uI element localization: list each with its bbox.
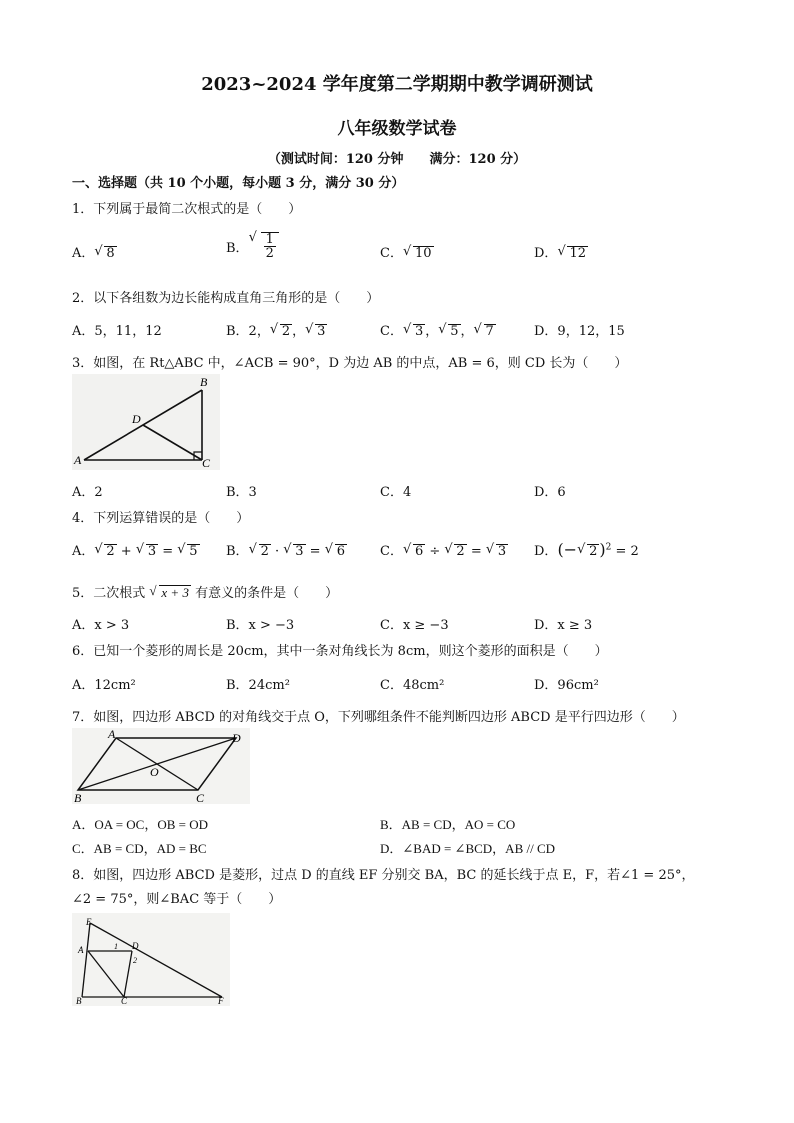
q8-angle-2: 2	[133, 956, 137, 965]
question-7-stem: 7．如图，四边形 ABCD 的对角线交于点 O，下列哪组条件不能判断四边形 ABCD 是平行四边形（ ）	[72, 710, 685, 725]
q3-label-b: B	[200, 375, 208, 389]
q2-option-c: C．√ 3 ，√ 5 ，√ 7	[380, 320, 496, 339]
q7-label-o: O	[150, 765, 159, 779]
q7-option-d: D．∠BAD = ∠BCD，AB // CD	[380, 841, 556, 856]
question-4-stem: 4．下列运算错误的是（ ）	[72, 511, 250, 526]
q7-option-b: B．AB = CD，AO = CO	[380, 817, 516, 832]
question-1-stem: 1．下列属于最简二次根式的是（ ）	[72, 202, 302, 217]
q6-option-c: C．48cm²	[380, 678, 445, 693]
q7-label-a: A	[108, 728, 116, 741]
q8-label-f: F	[218, 996, 224, 1006]
q5-option-d: D．x ≥ 3	[534, 618, 593, 633]
question-2-stem: 2．以下各组数为边长能构成直角三角形的是（ ）	[72, 291, 380, 306]
q1-option-b: B． √ $\frac{1}{2}$	[226, 232, 279, 260]
q5-option-a: A．x > 3	[72, 618, 130, 633]
q1-option-d: D．√ 12	[534, 242, 588, 261]
q8-label-b: B	[76, 996, 82, 1006]
q3-option-a: A．2	[72, 485, 103, 500]
q4-option-b: B．√ 2 · √ 3 = √ 6	[226, 540, 347, 559]
q7-parallelogram-figure	[72, 728, 250, 804]
q4-option-c: C．√ 6 ÷ √ 2 = √ 3	[380, 540, 508, 559]
q8-rhombus-figure	[72, 913, 230, 1006]
q3-label-d: D	[132, 412, 141, 426]
question-8-stem-line1: 8．如图，四边形 ABCD 是菱形，过点 D 的直线 EF 分别交 BA，BC 的延长线于点 E，F，若∠1 = 25°，	[72, 868, 695, 883]
exam-subtitle: 八年级数学试卷	[337, 119, 457, 139]
q3-option-c: C．4	[380, 485, 412, 500]
q3-triangle-figure	[72, 374, 220, 470]
q8-label-d: D	[132, 941, 139, 951]
q2-option-a: A．5，11，12	[72, 324, 162, 339]
q8-angle-1: 1	[114, 942, 118, 951]
q1-option-a: A．√ 8	[72, 242, 117, 261]
q1-option-c: C．√ 10	[380, 242, 434, 261]
q4-option-d: D．(−√ 2 )$^2$ = 2	[534, 540, 639, 559]
question-6-stem: 6．已知一个菱形的周长是 20cm，其中一条对角线长为 8cm，则这个菱形的面积是（ ）	[72, 644, 608, 659]
q5-option-b: B．x > −3	[226, 618, 295, 633]
section-heading: 一、选择题（共 10 个小题，每小题 3 分，满分 30 分）	[72, 176, 405, 191]
exam-title: 2023~2024 学年度第二学期期中教学调研测试	[201, 74, 593, 95]
q7-option-c: C．AB = CD，AD = BC	[72, 841, 207, 856]
q2-option-b: B．2，√ 2 ，√ 3	[226, 320, 327, 339]
q3-option-b: B．3	[226, 485, 257, 500]
q7-option-a: A．OA = OC，OB = OD	[72, 817, 209, 832]
q7-label-c: C	[196, 791, 205, 804]
q3-label-a: A	[74, 453, 82, 467]
question-3-stem: 3．如图，在 Rt△ABC 中，∠ACB = 90°，D 为边 AB 的中点，AB = 6，则 CD 长为（ ）	[72, 356, 628, 371]
q8-label-a: A	[78, 945, 84, 955]
question-5-stem: 5．二次根式 √ x + 3 有意义的条件是（ ）	[72, 582, 338, 601]
q6-option-a: A．12cm²	[72, 678, 136, 693]
question-8-stem-line2: ∠2 = 75°，则∠BAC 等于（ ）	[72, 892, 282, 907]
q3-label-c: C	[202, 456, 211, 470]
q5-option-c: C．x ≥ −3	[380, 618, 449, 633]
q8-label-c: C	[121, 996, 128, 1006]
q2-option-d: D．9，12，15	[534, 324, 625, 339]
exam-info: （测试时间：120 分钟 满分：120 分）	[267, 152, 527, 167]
q6-option-b: B．24cm²	[226, 678, 290, 693]
q7-label-b: B	[74, 791, 82, 804]
q3-option-d: D．6	[534, 485, 566, 500]
q4-option-a: A．√ 2 + √ 3 = √ 5	[72, 540, 200, 559]
q6-option-d: D．96cm²	[534, 678, 599, 693]
q8-label-e: E	[86, 917, 92, 927]
q7-label-d: D	[232, 731, 241, 745]
